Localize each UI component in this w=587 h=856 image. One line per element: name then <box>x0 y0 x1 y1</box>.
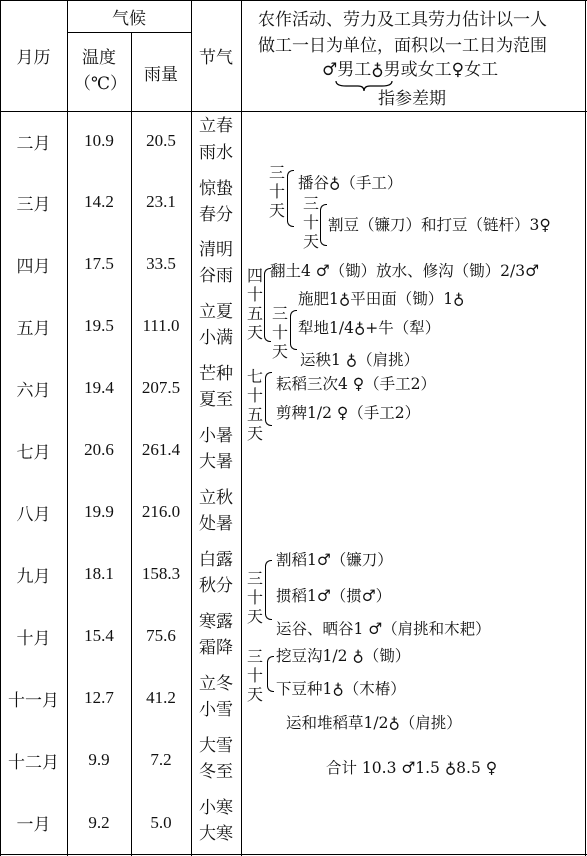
temp-cell: 15.4 <box>84 626 114 645</box>
border-bottom <box>0 854 587 855</box>
period-brace <box>320 204 327 246</box>
period-brace <box>267 656 274 692</box>
term-2: 小雪 <box>199 700 233 720</box>
period-brace <box>290 310 297 350</box>
temp-cell: 9.2 <box>88 812 110 832</box>
month-cell: 一月 <box>16 815 51 835</box>
period-label: 三 十 天 <box>302 194 319 251</box>
header-month: 月历 <box>16 48 51 68</box>
rain-cell: 216.0 <box>141 502 181 521</box>
period-label: 三 十 天 <box>271 304 288 361</box>
temp-cell: 14.2 <box>84 192 114 211</box>
temp-cell: 18.1 <box>84 564 114 583</box>
month-cell: 二月 <box>16 133 51 154</box>
col-line-4 <box>241 0 242 856</box>
term-2: 冬至 <box>199 762 233 782</box>
rain-cell: 7.2 <box>150 750 172 769</box>
activity-weeding: 耘稻三次4 ♀（手工2） <box>276 375 436 393</box>
rain-cell: 20.5 <box>146 131 176 150</box>
col-line-3 <box>191 0 192 856</box>
activity-harvest-beans: 割豆（镰刀）和打豆（链杆）3♀ <box>328 216 551 234</box>
term-1: 清明 <box>199 240 233 260</box>
term-1: 立秋 <box>199 488 233 508</box>
term-1: 白露 <box>199 550 233 570</box>
rain-cell: 41.2 <box>146 688 176 707</box>
month-cell: 三月 <box>16 194 51 215</box>
rain-cell: 23.1 <box>146 192 176 211</box>
period-label: 三 十 天 <box>246 647 263 704</box>
activity-cut-barnyard: 剪稗1/2 ♀（手工2） <box>276 404 421 422</box>
term-2: 谷雨 <box>199 266 233 286</box>
activity-dig-bean-trench: 挖豆沟1/2 ♁（锄） <box>276 647 411 665</box>
activity-sow-rice: 播谷♁（手工） <box>298 174 403 192</box>
term-1: 立夏 <box>199 302 233 322</box>
period-brace <box>265 372 272 426</box>
activity-transport-seedlings: 运秧1 ♁（肩挑） <box>300 351 420 369</box>
term-2: 春分 <box>199 205 233 225</box>
term-2: 秋分 <box>199 576 233 596</box>
period-label: 七 十 五 天 <box>246 367 263 443</box>
term-1: 小暑 <box>199 426 233 446</box>
term-2: 大寒 <box>199 824 233 844</box>
temp-cell: 19.9 <box>84 502 114 521</box>
header-temp: 温度 <box>82 48 116 68</box>
period-label: 三 十 天 <box>268 163 285 220</box>
activity-fertilize: 施肥1♁平田面（锄）1♁ <box>298 290 465 308</box>
month-cell: 十二月 <box>8 752 59 773</box>
rain-cell: 33.5 <box>146 254 176 273</box>
header-desc-line3: ♂男工♁男或女工♀女工 <box>322 60 499 80</box>
month-cell: 五月 <box>16 318 51 339</box>
activity-plow-soil: 翻土4 ♂（锄）放水、修沟（锄）2/3♂ <box>270 262 540 280</box>
term-1: 立春 <box>199 116 233 136</box>
rain-cell: 5.0 <box>150 812 172 832</box>
term-1: 芒种 <box>199 364 233 384</box>
month-cell: 十一月 <box>8 690 59 711</box>
temp-cell: 12.7 <box>84 688 114 707</box>
term-1: 大雪 <box>199 736 233 756</box>
activity-stack-straw: 运和堆稻草1/2♁（肩挑） <box>286 714 462 732</box>
activity-thresh-rice: 掼稻1♂（掼♂） <box>276 587 392 605</box>
activity-cut-rice: 割稻1♂（镰刀） <box>276 551 393 569</box>
temp-cell: 10.9 <box>84 131 114 150</box>
header-term: 节气 <box>199 48 233 68</box>
rain-cell: 111.0 <box>142 316 180 335</box>
header-desc-line4: 指参差期 <box>378 89 446 109</box>
border-right <box>585 0 586 856</box>
temp-cell: 19.4 <box>84 378 114 397</box>
month-cell: 九月 <box>16 566 51 587</box>
term-1: 小寒 <box>199 798 233 818</box>
period-brace <box>265 560 272 620</box>
rain-cell: 158.3 <box>141 564 181 583</box>
term-1: 惊蛰 <box>199 179 233 199</box>
period-label: 三 十 天 <box>246 569 263 626</box>
term-2: 小满 <box>199 328 233 348</box>
period-brace <box>287 170 294 227</box>
activity-sow-beans: 下豆种1♁（木椿） <box>276 680 406 698</box>
period-label: 四 十 五 天 <box>246 266 263 342</box>
term-2: 夏至 <box>199 390 233 410</box>
temp-cell: 17.5 <box>84 254 114 273</box>
month-cell: 十月 <box>16 628 51 649</box>
header-temp-unit: （℃） <box>74 74 128 94</box>
rain-cell: 261.4 <box>141 440 181 459</box>
term-1: 寒露 <box>199 612 233 632</box>
temp-cell: 20.6 <box>84 440 114 459</box>
activity-total: 合计 10.3 ♂1.5 ♁8.5 ♀ <box>326 759 498 777</box>
month-cell: 四月 <box>16 256 51 277</box>
term-2: 霜降 <box>199 638 233 658</box>
month-cell: 七月 <box>16 442 51 463</box>
rain-cell: 75.6 <box>146 626 176 645</box>
header-desc-line2: 做工一日为单位，面积以一工日为范围 <box>258 36 547 56</box>
term-2: 大暑 <box>199 452 233 472</box>
month-cell: 六月 <box>16 380 51 401</box>
header-desc-line1: 农作活动、劳力及工具劳力估计以一人 <box>258 10 547 30</box>
term-2: 雨水 <box>199 143 233 163</box>
month-cell: 八月 <box>16 504 51 525</box>
header-climate: 气候 <box>112 8 146 29</box>
activity-dry-grain: 运谷、晒谷1 ♂（肩挑和木耙） <box>276 620 491 638</box>
temp-cell: 9.9 <box>88 750 110 769</box>
activity-plow-field: 犁地1/4♁+牛（犁） <box>298 319 441 337</box>
term-1: 立冬 <box>199 674 233 694</box>
term-2: 处暑 <box>199 514 233 534</box>
header-rain: 雨量 <box>144 64 178 85</box>
rain-cell: 207.5 <box>141 378 181 397</box>
temp-cell: 19.5 <box>84 316 114 335</box>
